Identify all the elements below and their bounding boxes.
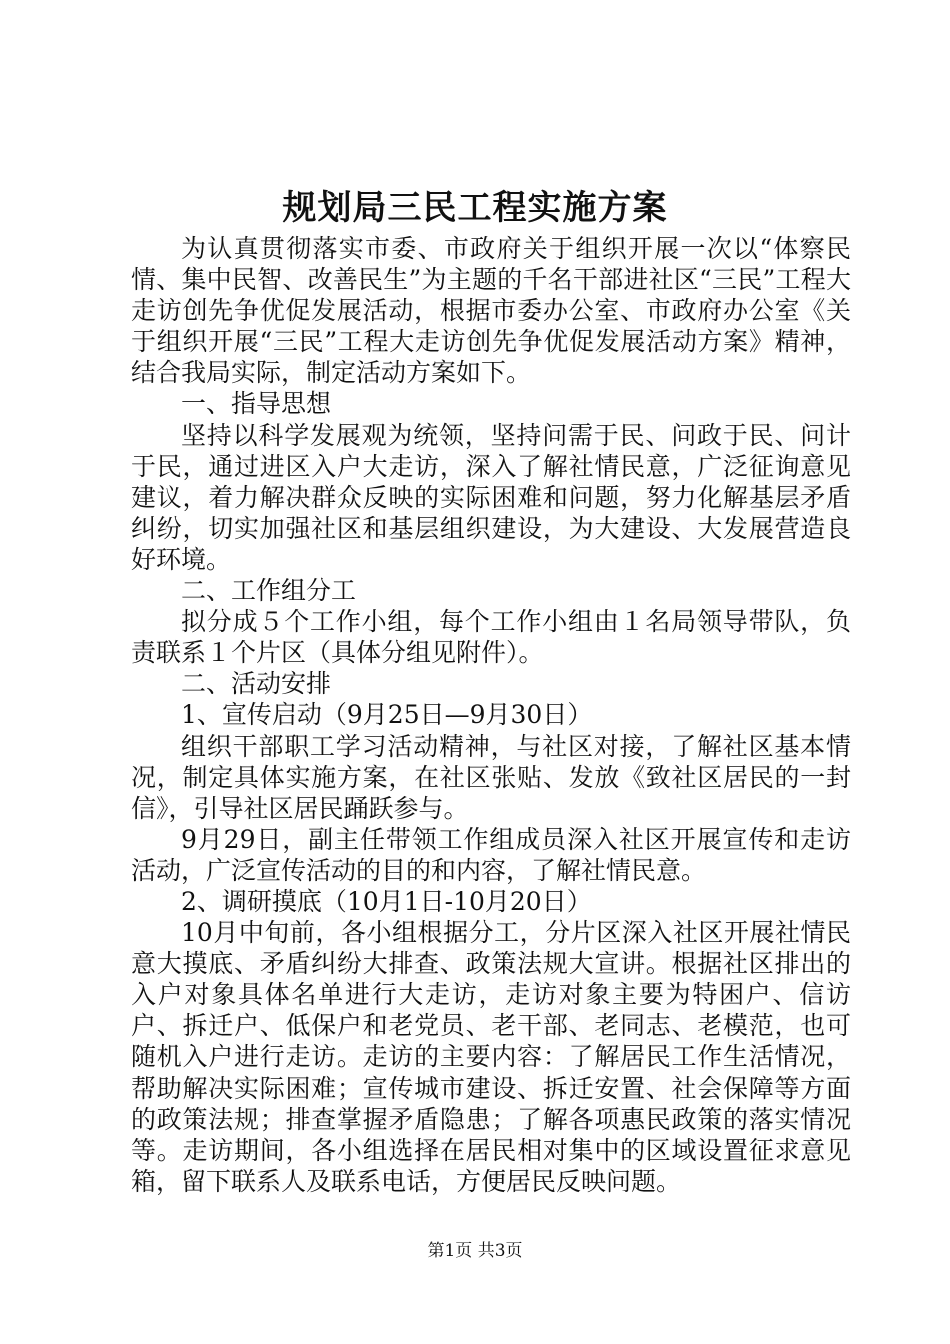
subheading-research-survey: 2、调研摸底（10月1日-10月20日） <box>181 886 592 916</box>
guiding-ideology-paragraph: 坚持以科学发展观为统领，坚持问需于民、问政于民、问计于民，通过进区入户大走访，深入了解社情民意，广泛征询意见建议，着力解决群众反映的实际困难和问题，努力化解基层矛盾纠纷，切实加强社区和基层组织建设，为大建设、大发展营造良好环境。 <box>131 420 851 574</box>
page-number-footer: 第1页 共3页 <box>427 1241 523 1261</box>
subheading-publicity-launch: 1、宣传启动（9月25日—9月30日） <box>181 700 593 730</box>
intro-paragraph: 为认真贯彻落实市委、市政府关于组织开展一次以“体察民情、集中民智、改善民生”为主题的千名干部进社区“三民”工程大走访创先争优促发展活动，根据市委办公室、市政府办公室《关于组织开展“三民”工程大走访创先争优促发展活动方案》精神，结合我局实际，制定活动方案如下。 <box>131 234 851 388</box>
publicity-launch-paragraph: 组织干部职工学习活动精神，与社区对接，了解社区基本情况，制定具体实施方案，在社区张贴、发放《致社区居民的一封信》，引导社区居民踊跃参与。 <box>131 731 851 823</box>
section-heading-activity-arrangement: 二、活动安排 <box>181 669 332 699</box>
document-title: 规划局三民工程实施方案 <box>282 188 668 228</box>
work-groups-paragraph: 拟分成５个工作小组，每个工作小组由１名局领导带队，负责联系１个片区（具体分组见附件）。 <box>131 607 851 668</box>
section-heading-guiding-ideology: 一、指导思想 <box>181 389 332 419</box>
sept-29-paragraph: 9月29日，副主任带领工作组成员深入社区开展宣传和走访活动，广泛宣传活动的目的和内容，了解社情民意。 <box>131 824 851 885</box>
section-heading-work-groups: 二、工作组分工 <box>181 576 357 606</box>
document-body <box>131 233 851 1197</box>
research-survey-paragraph: 10月中旬前，各小组根据分工，分片区深入社区开展社情民意大摸底、矛盾纠纷大排查、政策法规大宣讲。根据社区排出的入户对象具体名单进行大走访，走访对象主要为特困户、信访户、拆迁户、低保户和老党员、老干部、老同志、老模范，也可随机入户进行走访。走访的主要内容：了解居民工作生活情况，帮助解决实际困难；宣传城市建设、拆迁安置、社会保障等方面的政策法规；排查掌握矛盾隐患；了解各项惠民政策的落实情况等。走访期间，各小组选择在居民相对集中的区域设置征求意见箱，留下联系人及联系电话，方便居民反映问题。 <box>131 918 851 1196</box>
